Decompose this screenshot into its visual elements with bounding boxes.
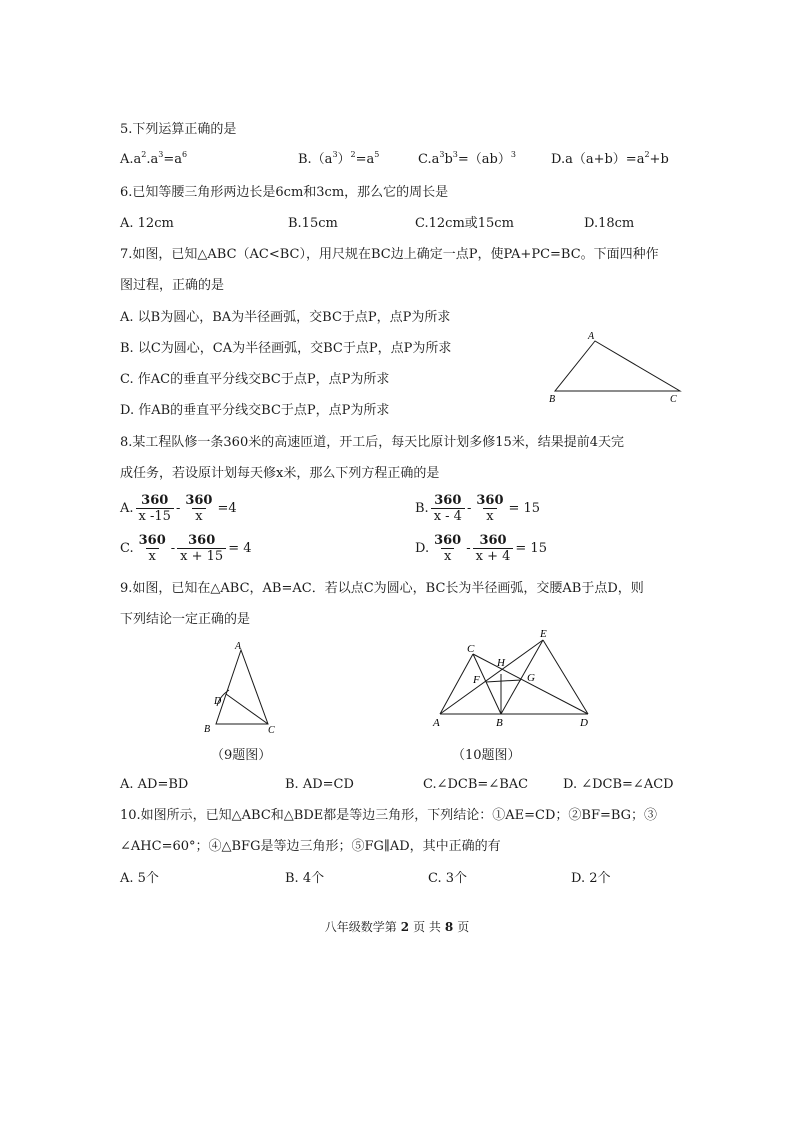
q7-stem-line1: 7.如图，已知△ABC（AC<BC），用尺规在BC边上确定一点P，使PA+PC=BC。下面四种作 [120, 247, 659, 262]
page-footer: 八年级数学第 2 页 共 8 页 [324, 920, 470, 934]
q5-option-c: $C.a^3b^3=(ab)^3$ [418, 150, 516, 167]
q9-figure-triangle [195, 636, 285, 740]
q10-label-g: G [527, 672, 535, 684]
q6-stem: 6.已知等腰三角形两边长是6cm和3cm，那么它的周长是 [120, 185, 449, 200]
q6-option-a: A. 12cm [120, 216, 174, 231]
q10-stem-line2: ∠AHC=60°；④△BFG是等边三角形；⑤FG∥AD，其中正确的有 [120, 839, 501, 854]
q10-label-c: C [467, 643, 475, 655]
q7-option-c: C. 作AC的垂直平分线交BC于点P，点P为所求 [120, 372, 390, 387]
q9-label-c: C [268, 725, 275, 736]
q10-label-h: H [497, 657, 505, 669]
q10-figure-caption: （10题图） [452, 748, 521, 763]
q9-label-a: A [235, 641, 242, 652]
q6-option-c: C.12cm或15cm [415, 216, 514, 231]
q10-label-f: F [473, 674, 480, 686]
q8-stem-line1: 8.某工程队修一条360米的高速匝道，开工后，每天比原计划多修15米，结果提前4天完 [120, 435, 625, 450]
q7-option-a: A. 以B为圆心，BA为半径画弧，交BC于点P，点P为所求 [120, 310, 451, 325]
q9-figure-caption: （9题图） [211, 748, 272, 763]
q7-option-d: D. 作AB的垂直平分线交BC于点P，点P为所求 [120, 403, 390, 418]
q8-option-a: A. 360 x -15 - $\frac{360}{x}$ =4 [120, 493, 237, 524]
q7-figure-triangle [540, 325, 690, 405]
q10-option-a: A. 5个 [120, 871, 159, 886]
q8-stem-line2: 成任务，若设原计划每天修x米，那么下列方程正确的是 [120, 466, 440, 481]
q7-option-b: B. 以C为圆心，CA为半径画弧，交BC于点P，点P为所求 [120, 341, 452, 356]
q10-stem-line1: 10.如图所示，已知△ABC和△BDE都是等边三角形，下列结论：①AE=CD；②BF=BG；③ [120, 808, 658, 823]
q8-option-b: B. 360 x - 4 - $\frac{360}{x}$ = 15 [415, 493, 541, 524]
q10-option-d: D. 2个 [571, 871, 611, 886]
q10-option-b: B. 4个 [285, 871, 325, 886]
q9-option-d: D. ∠DCB=∠ACD [563, 777, 674, 792]
q9-stem-line1: 9.如图，已知在△ABC，AB=AC．若以点C为圆心，BC长为半径画弧，交腰AB于点D，则 [120, 581, 644, 596]
q7-label-c: C [670, 394, 677, 405]
q9-label-d: D [214, 696, 222, 707]
q5-stem: 5.下列运算正确的是 [120, 122, 237, 137]
q10-label-b: B [496, 717, 503, 729]
q10-label-e: E [540, 628, 547, 640]
q9-stem-line2: 下列结论一定正确的是 [120, 612, 251, 627]
q10-option-c: C. 3个 [428, 871, 468, 886]
q6-option-b: B.15cm [288, 216, 338, 231]
q7-label-b: B [549, 394, 556, 405]
q8-option-d: D. 360 x - $\frac{360}{x + 4}$ = 15 [415, 533, 547, 564]
q5-option-b: $B.(a^3)^2=a^5$ [298, 150, 380, 167]
q10-label-a: A [433, 717, 440, 729]
q7-label-a: A [588, 331, 595, 342]
q10-label-d: D [580, 717, 588, 729]
q9-option-b: B. AD=CD [285, 777, 354, 792]
q9-option-a: A. AD=BD [120, 777, 189, 792]
q9-option-c: C.∠DCB=∠BAC [423, 777, 529, 792]
q7-stem-line2: 图过程，正确的是 [120, 278, 225, 293]
q5-option-d: $D.a(a+b)=a^2+b$ [551, 150, 669, 167]
q8-option-c: C. 360 x - $\frac{360}{x + 15}$ = 4 [120, 533, 252, 564]
q9-label-b: B [204, 724, 211, 735]
q10-figure-triangles [425, 622, 605, 734]
q5-option-a: $A.a^2.a^3=a^6$ [120, 150, 188, 167]
q6-option-d: D.18cm [584, 216, 635, 231]
